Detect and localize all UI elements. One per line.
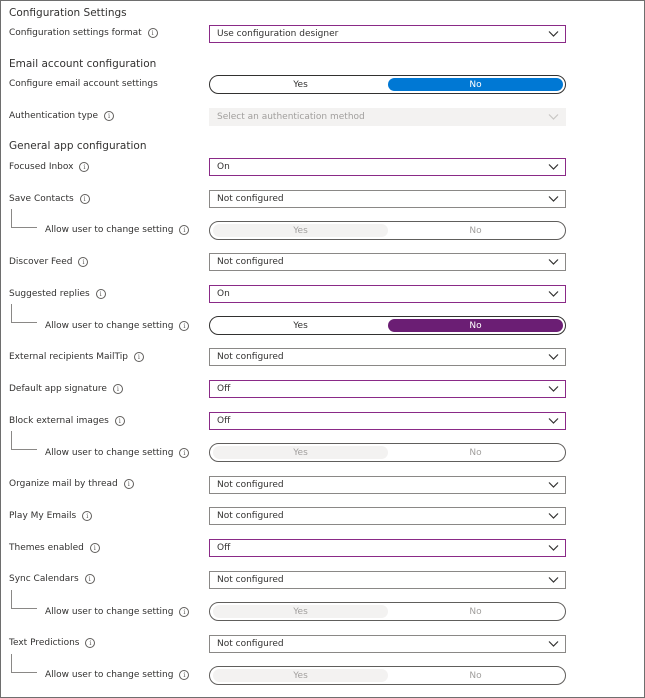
chevron-down-icon <box>548 30 559 38</box>
chevron-down-icon <box>548 481 559 489</box>
chevron-down-icon <box>548 576 559 584</box>
focused-inbox-dropdown[interactable]: On <box>209 158 566 176</box>
chevron-down-icon <box>548 258 559 266</box>
text-predictions-dropdown[interactable]: Not configured <box>209 635 566 653</box>
config-format-label: Configuration settings format i <box>9 28 158 38</box>
allow-change-label: Allow user to change setting i <box>45 225 189 235</box>
setting-label-block-images: Block external images i <box>9 416 125 426</box>
setting-label-text-predictions: Text Predictions i <box>9 638 95 648</box>
organize-thread-dropdown[interactable]: Not configured <box>209 476 566 494</box>
allow-change-label: Allow user to change setting i <box>45 448 189 458</box>
tree-connector <box>11 304 37 323</box>
allow-no[interactable]: No <box>469 670 482 681</box>
allow-yes[interactable]: Yes <box>293 320 308 331</box>
setting-label-themes-enabled: Themes enabled i <box>9 543 100 553</box>
chevron-down-icon <box>548 113 559 121</box>
setting-label-play-my-emails: Play My Emails i <box>9 511 92 521</box>
sync-calendars-allow-toggle[interactable] <box>209 602 566 621</box>
setting-label-suggested-replies: Suggested replies i <box>9 289 106 299</box>
allow-no[interactable]: No <box>388 319 563 332</box>
auth-type-label: Authentication type i <box>9 111 114 121</box>
allow-no[interactable]: No <box>469 606 482 617</box>
email-account-no[interactable]: No <box>388 78 563 91</box>
info-icon[interactable]: i <box>96 289 106 299</box>
allow-change-label: Allow user to change setting i <box>45 607 189 617</box>
allow-yes[interactable]: Yes <box>213 669 388 682</box>
email-account-yes[interactable]: Yes <box>293 79 308 90</box>
info-icon[interactable]: i <box>79 162 89 172</box>
block-images-dropdown[interactable]: Off <box>209 412 566 430</box>
chevron-down-icon <box>548 195 559 203</box>
setting-label-organize-thread: Organize mail by thread i <box>9 479 134 489</box>
chevron-down-icon <box>548 417 559 425</box>
save-contacts-allow-toggle[interactable] <box>209 221 566 240</box>
config-format-dropdown[interactable]: Use configuration designer <box>209 25 566 43</box>
info-icon[interactable]: i <box>113 384 123 394</box>
suggested-replies-dropdown[interactable]: On <box>209 285 566 303</box>
info-icon[interactable]: i <box>78 257 88 267</box>
info-icon[interactable]: i <box>80 194 90 204</box>
chevron-down-icon <box>548 385 559 393</box>
chevron-down-icon <box>548 512 559 520</box>
sync-calendars-dropdown[interactable]: Not configured <box>209 571 566 589</box>
chevron-down-icon <box>548 163 559 171</box>
allow-yes[interactable]: Yes <box>213 605 388 618</box>
save-contacts-dropdown[interactable]: Not configured <box>209 190 566 208</box>
tree-connector <box>11 654 37 673</box>
chevron-down-icon <box>548 290 559 298</box>
info-icon[interactable]: i <box>85 574 95 584</box>
info-icon[interactable]: i <box>179 670 189 680</box>
allow-change-label: Allow user to change setting i <box>45 670 189 680</box>
email-account-toggle[interactable] <box>209 75 566 94</box>
info-icon[interactable]: i <box>179 607 189 617</box>
discover-feed-dropdown[interactable]: Not configured <box>209 253 566 271</box>
allow-yes[interactable]: Yes <box>213 224 388 237</box>
allow-no[interactable]: No <box>469 447 482 458</box>
tree-connector <box>11 590 37 609</box>
info-icon[interactable]: i <box>179 448 189 458</box>
info-icon[interactable]: i <box>134 352 144 362</box>
suggested-replies-allow-toggle[interactable] <box>209 316 566 335</box>
themes-enabled-dropdown[interactable]: Off <box>209 539 566 557</box>
section-title-general-app: General app configuration <box>9 140 147 152</box>
info-icon[interactable]: i <box>148 28 158 38</box>
setting-label-discover-feed: Discover Feed i <box>9 257 88 267</box>
email-account-label: Configure email account settings <box>9 79 158 89</box>
setting-label-external-mailtip: External recipients MailTip i <box>9 352 144 362</box>
text-predictions-allow-toggle[interactable] <box>209 666 566 685</box>
section-title-configuration: Configuration Settings <box>9 7 127 19</box>
info-icon[interactable]: i <box>104 111 114 121</box>
info-icon[interactable]: i <box>115 416 125 426</box>
external-mailtip-dropdown[interactable]: Not configured <box>209 348 566 366</box>
setting-label-default-signature: Default app signature i <box>9 384 123 394</box>
allow-yes[interactable]: Yes <box>213 446 388 459</box>
setting-label-sync-calendars: Sync Calendars i <box>9 574 95 584</box>
play-my-emails-dropdown[interactable]: Not configured <box>209 507 566 525</box>
info-icon[interactable]: i <box>85 638 95 648</box>
allow-no[interactable]: No <box>469 225 482 236</box>
allow-change-label: Allow user to change setting i <box>45 321 189 331</box>
tree-connector <box>11 431 37 450</box>
auth-type-dropdown[interactable]: Select an authentication method <box>209 108 566 126</box>
chevron-down-icon <box>548 640 559 648</box>
info-icon[interactable]: i <box>90 543 100 553</box>
tree-connector <box>11 209 37 228</box>
setting-label-focused-inbox: Focused Inbox i <box>9 162 89 172</box>
section-title-email-account: Email account configuration <box>9 58 157 70</box>
chevron-down-icon <box>548 544 559 552</box>
chevron-down-icon <box>548 353 559 361</box>
info-icon[interactable]: i <box>124 479 134 489</box>
default-signature-dropdown[interactable]: Off <box>209 380 566 398</box>
info-icon[interactable]: i <box>82 511 92 521</box>
info-icon[interactable]: i <box>179 321 189 331</box>
block-images-allow-toggle[interactable] <box>209 443 566 462</box>
setting-label-save-contacts: Save Contacts i <box>9 194 90 204</box>
info-icon[interactable]: i <box>179 225 189 235</box>
